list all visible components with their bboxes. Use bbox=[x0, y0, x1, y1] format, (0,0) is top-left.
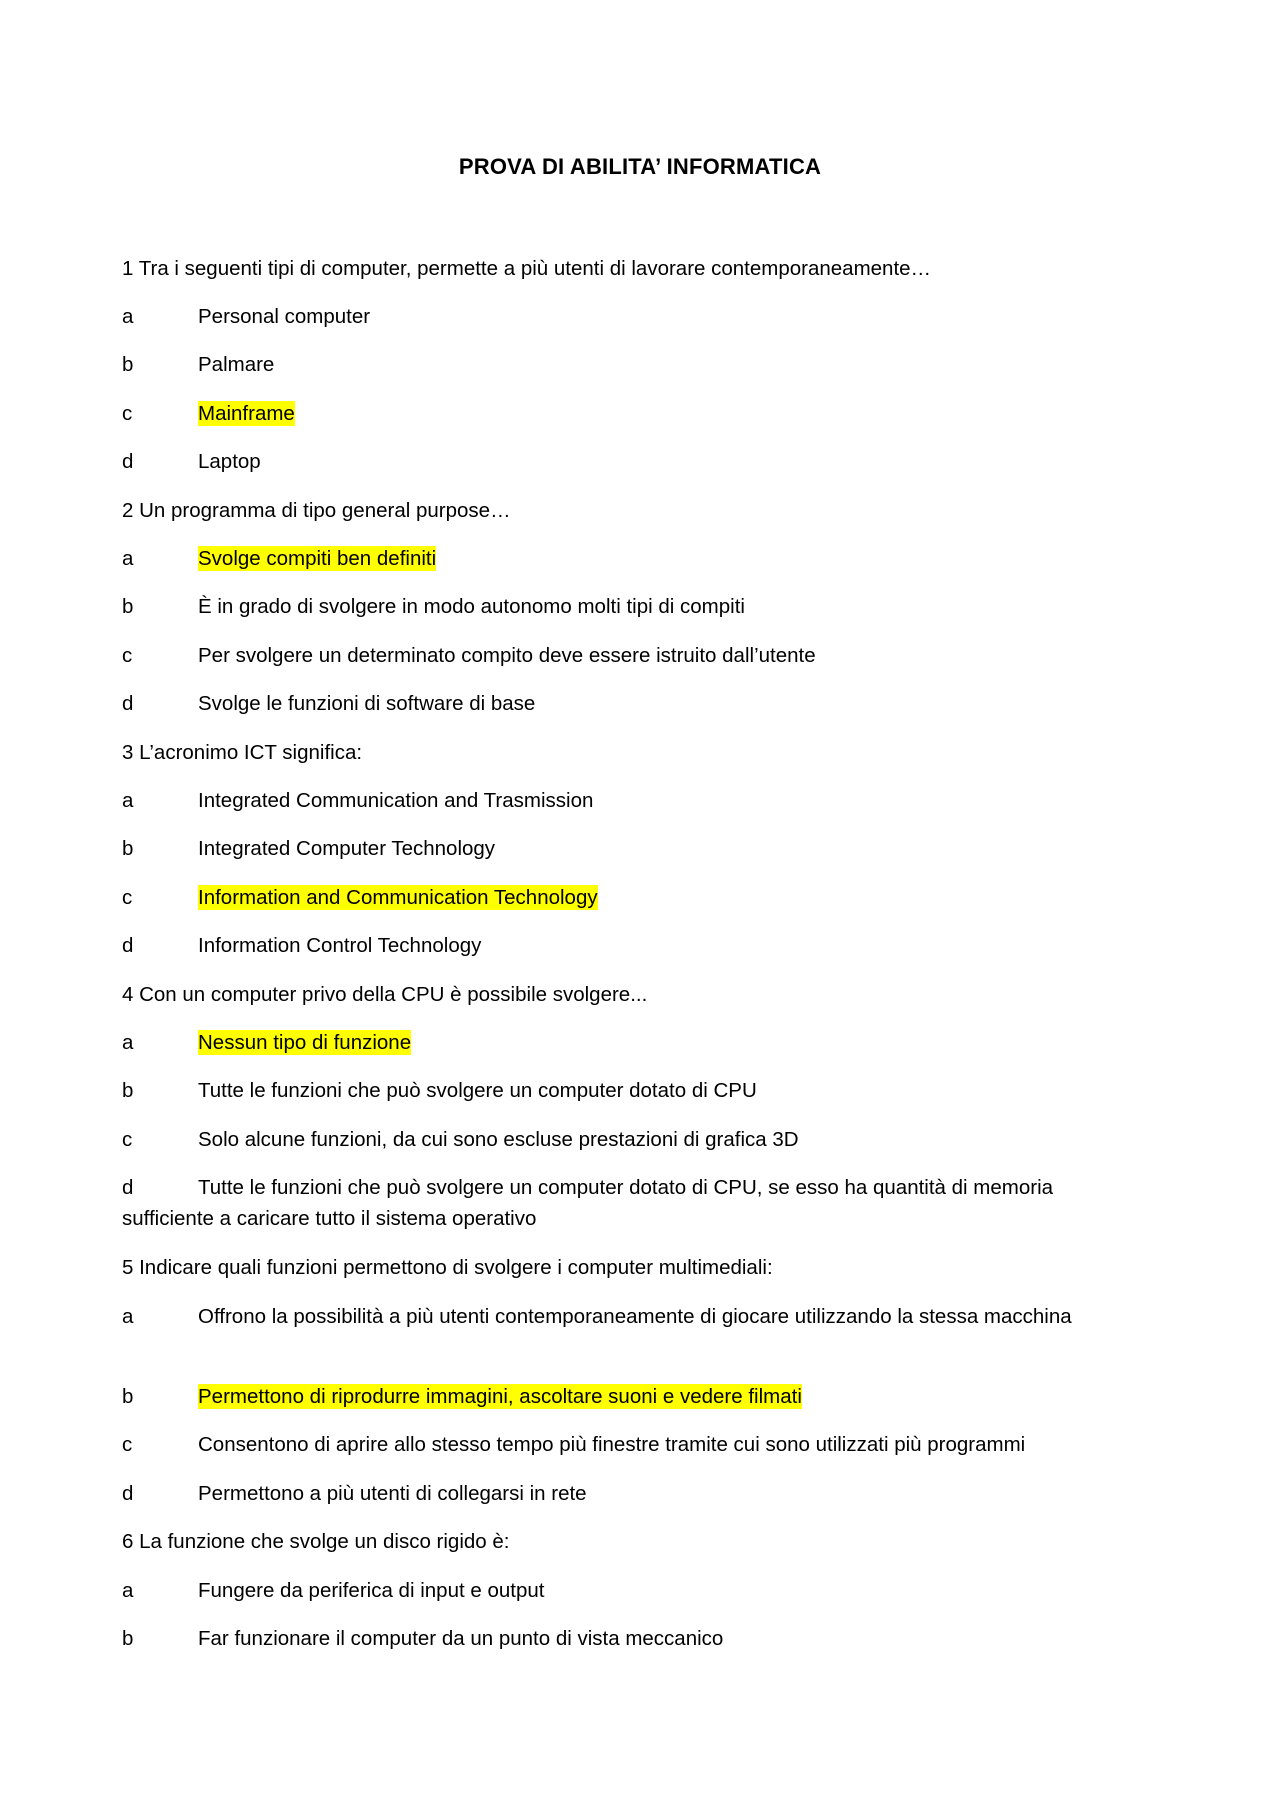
document-title: PROVA DI ABILITA’ INFORMATICA bbox=[458, 154, 822, 179]
option-letter: a bbox=[122, 1305, 134, 1328]
question-6-text: 6 La funzione che svolge un disco rigido è: bbox=[122, 1530, 510, 1553]
option-letter: a bbox=[122, 1031, 134, 1054]
option-letter: c bbox=[122, 886, 133, 909]
option-text: Permettono a più utenti di collegarsi in rete bbox=[198, 1482, 587, 1505]
option-letter: a bbox=[122, 789, 134, 812]
option-letter: d bbox=[122, 1482, 134, 1505]
option-text-continuation: sufficiente a caricare tutto il sistema operativo bbox=[122, 1207, 537, 1230]
answer-highlight: Svolge compiti ben definiti bbox=[198, 547, 437, 570]
option-letter: b bbox=[122, 1627, 134, 1650]
option-text: Integrated Computer Technology bbox=[198, 837, 496, 860]
option-text: Integrated Communication and Trasmission bbox=[198, 789, 594, 812]
option-text: Fungere da periferica di input e output bbox=[198, 1579, 545, 1602]
question-5-text: 5 Indicare quali funzioni permettono di svolgere i computer multimediali: bbox=[122, 1256, 773, 1279]
option-text: Personal computer bbox=[198, 305, 371, 328]
answer-highlight: Permettono di riprodurre immagini, ascoltare suoni e vedere filmati bbox=[198, 1385, 802, 1408]
option-letter: d bbox=[122, 1176, 134, 1199]
option-letter: b bbox=[122, 353, 134, 376]
answer-highlight: Nessun tipo di funzione bbox=[198, 1031, 412, 1054]
answer-highlight: Information and Communication Technology bbox=[198, 886, 598, 909]
option-text: Svolge le funzioni di software di base bbox=[198, 692, 536, 715]
question-1-text: 1 Tra i seguenti tipi di computer, permette a più utenti di lavorare contemporaneamente… bbox=[122, 257, 932, 280]
option-letter: b bbox=[122, 837, 134, 860]
option-letter: a bbox=[122, 1579, 134, 1602]
option-letter: c bbox=[122, 1128, 133, 1151]
option-text: Palmare bbox=[198, 353, 275, 376]
option-text: Offrono la possibilità a più utenti contemporaneamente di giocare utilizzando la stessa macchina bbox=[198, 1305, 1072, 1328]
option-text: È in grado di svolgere in modo autonomo molti tipi di compiti bbox=[198, 595, 745, 618]
option-letter: d bbox=[122, 692, 134, 715]
option-text: Tutte le funzioni che può svolgere un computer dotato di CPU, se esso ha quantità di memoria bbox=[198, 1176, 1054, 1199]
question-3-text: 3 L’acronimo ICT significa: bbox=[122, 741, 363, 764]
option-text-highlighted bbox=[198, 544, 436, 574]
question-4-text: 4 Con un computer privo della CPU è possibile svolgere... bbox=[122, 983, 648, 1006]
option-letter: d bbox=[122, 934, 134, 957]
option-text: Consentono di aprire allo stesso tempo più finestre tramite cui sono utilizzati più programmi bbox=[198, 1433, 1026, 1456]
option-letter: c bbox=[122, 1433, 133, 1456]
option-text-highlighted bbox=[198, 1382, 802, 1412]
option-text: Solo alcune funzioni, da cui sono escluse prestazioni di grafica 3D bbox=[198, 1128, 799, 1151]
option-letter: b bbox=[122, 595, 134, 618]
option-letter: b bbox=[122, 1079, 134, 1102]
option-text: Information Control Technology bbox=[198, 934, 482, 957]
option-text: Tutte le funzioni che può svolgere un computer dotato di CPU bbox=[198, 1079, 757, 1102]
option-letter: c bbox=[122, 644, 133, 667]
option-text: Far funzionare il computer da un punto di vista meccanico bbox=[198, 1627, 724, 1650]
option-text-highlighted bbox=[198, 883, 598, 913]
option-text-highlighted bbox=[198, 1028, 411, 1058]
option-letter: d bbox=[122, 450, 134, 473]
option-letter: b bbox=[122, 1385, 134, 1408]
option-letter: c bbox=[122, 402, 133, 425]
option-text: Laptop bbox=[198, 450, 261, 473]
answer-highlight: Mainframe bbox=[198, 402, 295, 425]
question-2-text: 2 Un programma di tipo general purpose… bbox=[122, 499, 511, 522]
option-letter: a bbox=[122, 547, 134, 570]
option-text-highlighted bbox=[198, 399, 295, 429]
option-text: Per svolgere un determinato compito deve essere istruito dall’utente bbox=[198, 644, 816, 667]
option-letter: a bbox=[122, 305, 134, 328]
